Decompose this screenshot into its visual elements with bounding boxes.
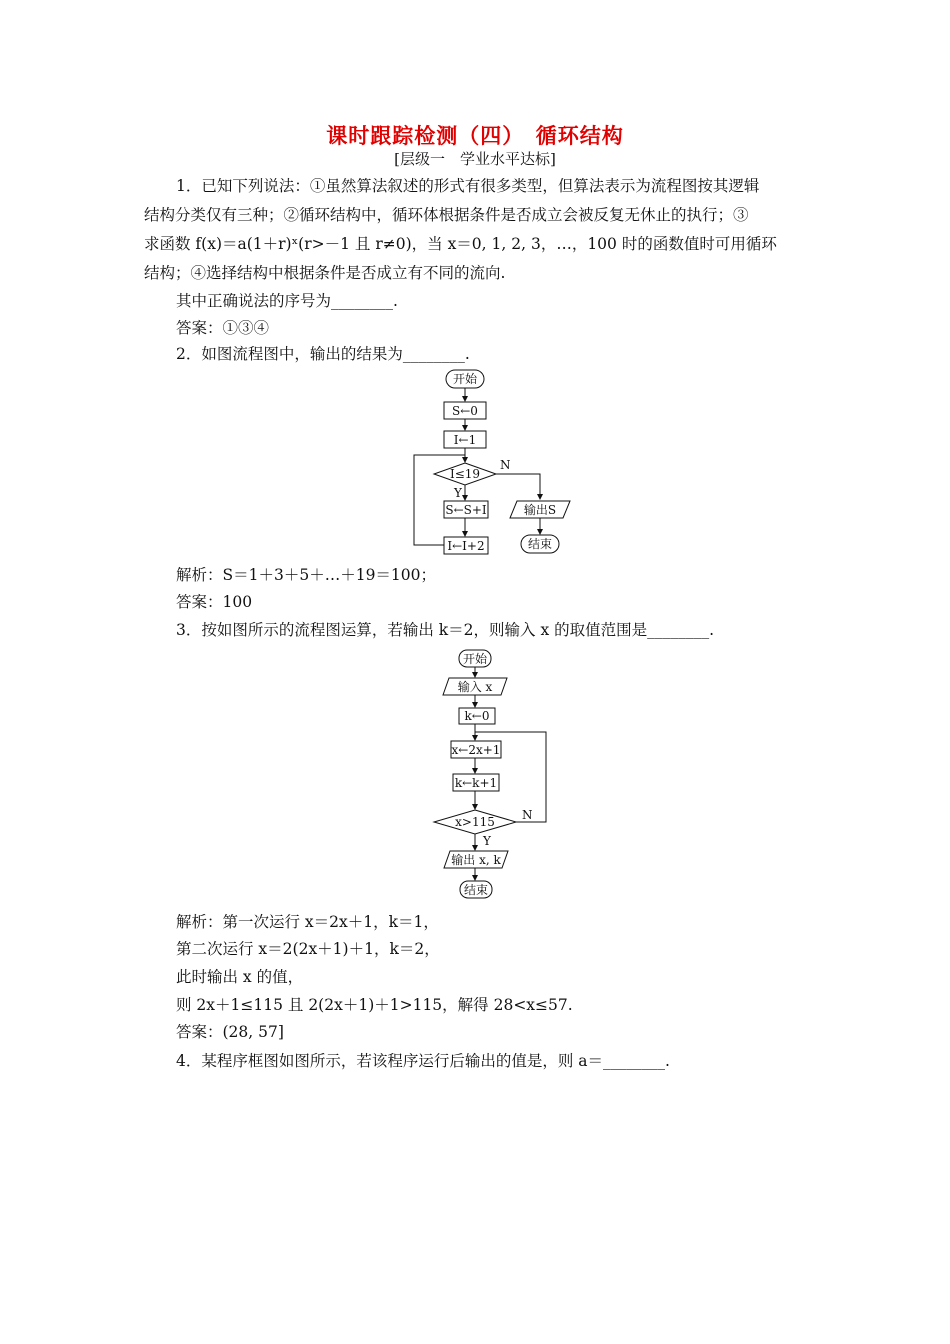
q2-answer: 答案：100	[176, 593, 253, 611]
q3-analysis-line1: 解析：第一次运行 x＝2x＋1，k＝1，	[176, 913, 439, 931]
q3-flowchart	[430, 646, 560, 902]
q3-analysis-line2: 第二次运行 x＝2(2x＋1)＋1，k＝2，	[176, 940, 440, 958]
q1-line4: 结构；④选择结构中根据条件是否成立有不同的流向.	[144, 264, 506, 282]
q3-question: 3．按如图所示的流程图运算，若输出 k＝2，则输入 x 的取值范围是________.	[176, 621, 715, 639]
q3-k-update-label: k←k+1	[454, 776, 498, 790]
q3-output-label: 输出 x, k	[451, 853, 501, 867]
q1-answer: 答案：①③④	[176, 319, 270, 337]
q2-yes-label: Y	[454, 486, 462, 500]
q2-flowchart	[400, 368, 600, 558]
q2-start-label: 开始	[452, 372, 478, 386]
q1-line2: 结构分类仅有三种；②循环结构中，循环体根据条件是否成立会被反复无休止的执行；③	[144, 206, 749, 224]
q1-question: 其中正确说法的序号为________.	[176, 292, 398, 310]
q1-line3: 求函数 f(x)＝a(1＋r)ˣ(r>－1 且 r≠0)，当 x＝0, 1, 2, 3，…，100 时的函数值时可用循环	[144, 235, 777, 253]
q3-answer: 答案：(28, 57]	[176, 1023, 284, 1041]
q3-k-init-label: k←0	[464, 709, 490, 723]
page-title: 课时跟踪检测（四） 循环结构	[326, 123, 624, 148]
q2-output-label: 输出S	[523, 503, 557, 517]
q3-x-update-label: x←2x+1	[451, 743, 501, 757]
q2-analysis: 解析：S＝1＋3＋5＋…＋19＝100；	[176, 566, 437, 584]
q4-question: 4．某程序框图如图所示，若该程序运行后输出的值是，则 a＝________.	[176, 1052, 670, 1070]
q2-s-init-label: S←0	[452, 404, 478, 418]
q1-line1: 1．已知下列说法：①虽然算法叙述的形式有很多类型，但算法表示为流程图按其逻辑	[176, 177, 760, 195]
q3-analysis-line3: 此时输出 x 的值，	[176, 968, 304, 986]
q2-i-update-label: I←I+2	[447, 539, 485, 553]
page-subtitle: [层级一 学业水平达标]	[394, 150, 556, 168]
q2-s-update-label: S←S+I	[445, 503, 487, 517]
q3-input-label: 输入 x	[457, 680, 493, 694]
q3-yes-label: Y	[483, 834, 491, 848]
q2-i-init-label: I←1	[453, 433, 477, 447]
q2-no-label: N	[500, 458, 511, 472]
q3-decision-label: x>115	[455, 815, 495, 829]
q3-analysis-line4: 则 2x＋1≤115 且 2(2x＋1)＋1>115，解得 28<x≤57.	[176, 996, 573, 1014]
q3-end-label: 结束	[463, 883, 489, 897]
q3-start-label: 开始	[462, 652, 488, 666]
q3-no-label: N	[522, 808, 533, 822]
q2-decision-label: I≤19	[449, 467, 481, 481]
q2-question: 2．如图流程图中，输出的结果为________.	[176, 345, 470, 363]
q2-end-label: 结束	[527, 537, 553, 551]
